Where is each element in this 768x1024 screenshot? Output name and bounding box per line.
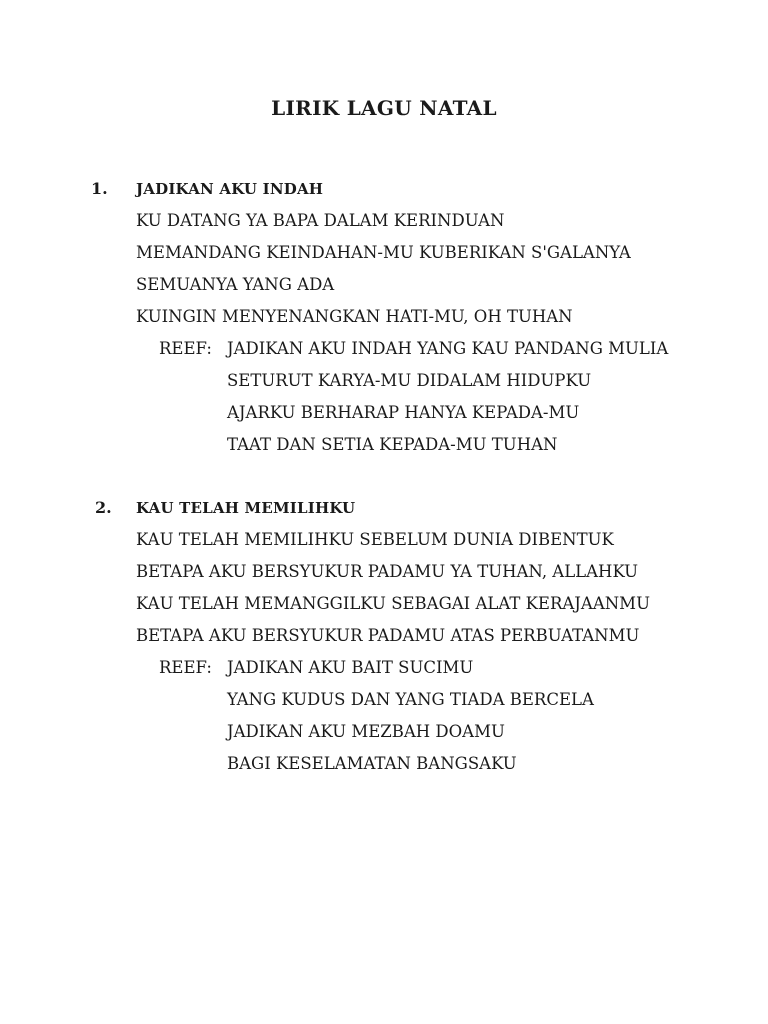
- verse-line: [0, 625, 768, 657]
- chorus-line: [0, 657, 768, 689]
- verse-line: [0, 242, 768, 274]
- song-header: [0, 178, 768, 210]
- verse-line-text: BETAPA AKU BERSYUKUR PADAMU YA TUHAN, ALLAHKU: [136, 562, 639, 581]
- chorus-line: [0, 689, 768, 721]
- song-section: [0, 497, 768, 785]
- verse-line: [0, 210, 768, 242]
- verse-line-text: KAU TELAH MEMILIHKU SEBELUM DUNIA DIBENTUK: [136, 530, 614, 549]
- verse-line-text: KU DATANG YA BAPA DALAM KERINDUAN: [136, 211, 505, 230]
- verse-line: [0, 561, 768, 593]
- verse-line-text: KUINGIN MENYENANGKAN HATI-MU, OH TUHAN: [136, 307, 573, 326]
- chorus-line-text: BAGI KESELAMATAN BANGSAKU: [227, 754, 517, 773]
- chorus-line: [0, 338, 768, 370]
- chorus-line: [0, 721, 768, 753]
- song-number: 1.: [91, 179, 108, 198]
- song-header: [0, 497, 768, 529]
- verse-line: [0, 274, 768, 306]
- song-title: JADIKAN AKU INDAH: [136, 180, 324, 198]
- verse-line-text: MEMANDANG KEINDAHAN-MU KUBERIKAN S'GALANYA: [136, 243, 631, 262]
- song-section: [0, 178, 768, 466]
- chorus-line: [0, 370, 768, 402]
- chorus-line-text: TAAT DAN SETIA KEPADA-MU TUHAN: [227, 435, 558, 454]
- verse-line: [0, 529, 768, 561]
- chorus-line: [0, 434, 768, 466]
- verse-line: [0, 593, 768, 625]
- chorus-line-text: SETURUT KARYA-MU DIDALAM HIDUPKU: [227, 371, 592, 390]
- chorus-line-text: YANG KUDUS DAN YANG TIADA BERCELA: [227, 690, 594, 709]
- chorus-line: [0, 402, 768, 434]
- song-title: KAU TELAH MEMILIHKU: [136, 499, 356, 517]
- chorus-line-text: JADIKAN AKU MEZBAH DOAMU: [227, 722, 505, 741]
- reef-label: REEF:: [159, 658, 212, 677]
- song-number: 2.: [95, 498, 112, 517]
- reef-label: REEF:: [159, 339, 212, 358]
- verse-line-text: BETAPA AKU BERSYUKUR PADAMU ATAS PERBUATANMU: [136, 626, 640, 645]
- chorus-line: [0, 753, 768, 785]
- chorus-line-text: JADIKAN AKU BAIT SUCIMU: [227, 658, 474, 677]
- chorus-line-text: JADIKAN AKU INDAH YANG KAU PANDANG MULIA: [227, 339, 669, 358]
- verse-line-text: KAU TELAH MEMANGGILKU SEBAGAI ALAT KERAJAANMU: [136, 594, 650, 613]
- verse-line-text: SEMUANYA YANG ADA: [136, 275, 335, 294]
- verse-line: [0, 306, 768, 338]
- page-title: LIRIK LAGU NATAL: [271, 96, 497, 120]
- chorus-line-text: AJARKU BERHARAP HANYA KEPADA-MU: [227, 403, 580, 422]
